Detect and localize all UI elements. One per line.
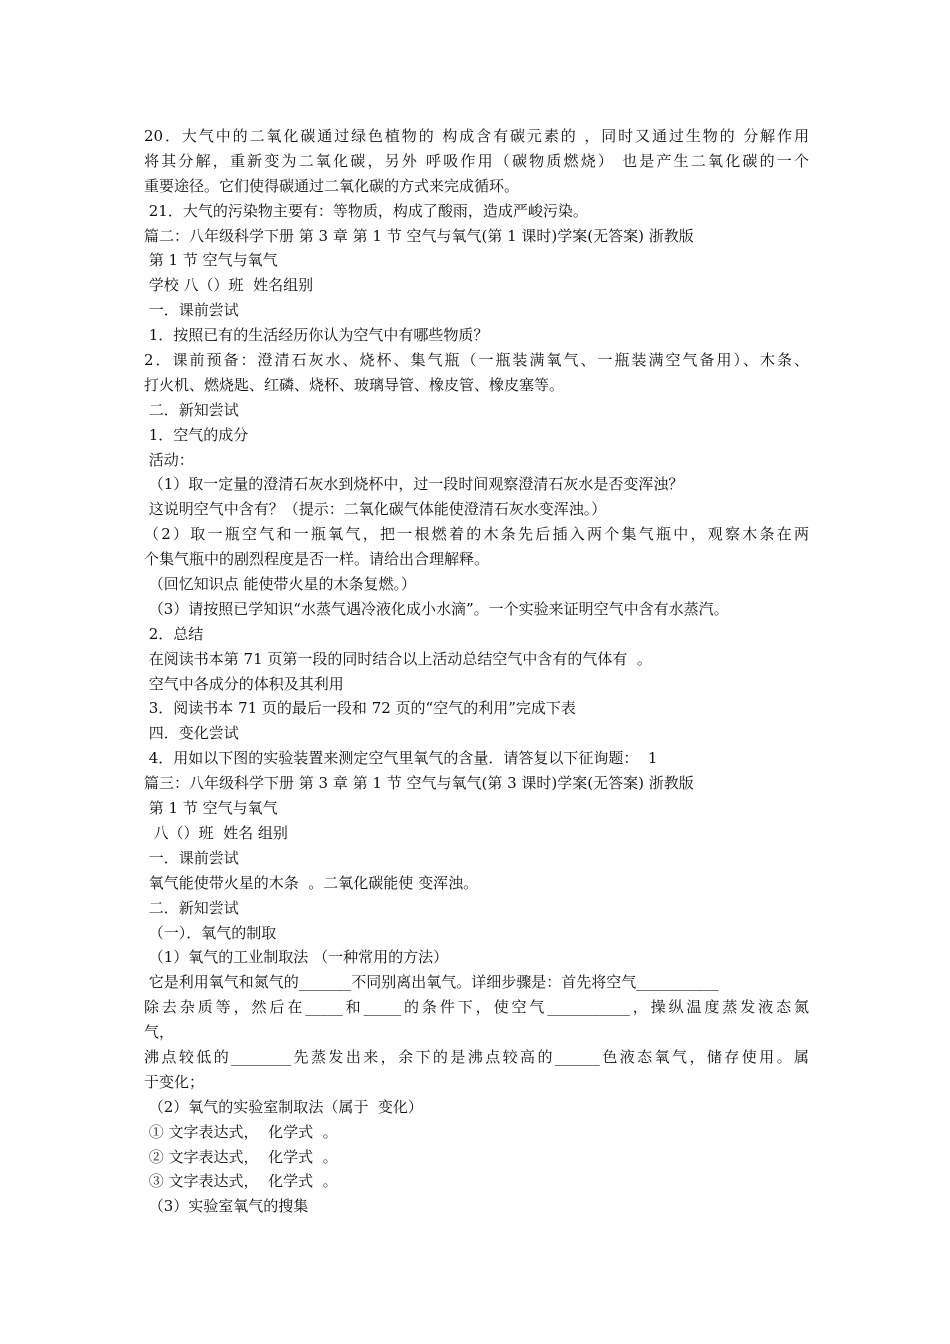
text-line: 气， bbox=[144, 1023, 175, 1042]
text-line: 重要途径。它们使得碳通过二氧化碳的方式来完成循环。 bbox=[144, 176, 520, 195]
text-line: ① 文字表达式， 化学式 。 bbox=[144, 1122, 338, 1141]
text-line: （3）实验室氧气的搜集 bbox=[144, 1197, 309, 1216]
text-line: 第 1 节 空气与氧气 bbox=[144, 799, 278, 818]
text-line: 除去杂质等，然后在_____和_____的条件下，使空气___________，操纵温度蒸发液态氮 bbox=[144, 998, 809, 1017]
text-line: 这说明空气中含有？（提示：二氧化碳气体能使澄清石灰水变浑浊。） bbox=[144, 500, 607, 519]
text-line: 活动： bbox=[144, 450, 194, 469]
text-line: （2）氧气的实验室制取法（属于 变化） bbox=[144, 1097, 423, 1116]
text-line: 2．课前预备：澄清石灰水、烧杯、集气瓶（一瓶装满氧气、一瓶装满空气备用）、木条、 bbox=[144, 351, 809, 370]
text-line: 3．阅读书本 71 页的最后一段和 72 页的“空气的利用”完成下表 bbox=[144, 699, 576, 718]
text-line: 4．用如以下图的实验装置来测定空气里氧气的含量．请答复以下征询题： 1 bbox=[144, 749, 658, 768]
text-line: 沸点较低的________先蒸发出来，余下的是沸点较高的______色液态氧气，储存使用。属 bbox=[144, 1047, 809, 1066]
text-line: 八（）班 姓名 组别 bbox=[144, 823, 288, 842]
text-line: 将其分解，重新变为二氧化碳，另外 呼吸作用（碳物质燃烧） 也是产生二氧化碳的一个 bbox=[144, 151, 809, 170]
text-line: 1．按照已有的生活经历你认为空气中有哪些物质？ bbox=[144, 326, 489, 345]
text-line: 第 1 节 空气与氧气 bbox=[144, 251, 278, 270]
text-line: （一）．氧气的制取 bbox=[144, 923, 277, 942]
text-line: 一．课前尝试 bbox=[144, 301, 239, 320]
text-line: （3）请按照已学知识“水蒸气遇冷液化成小水滴”。一个实验来证明空气中含有水蒸汽。 bbox=[144, 599, 729, 618]
text-line: 它是利用氧气和氮气的_______不同别离出氧气。详细步骤是：首先将空气___________ bbox=[144, 973, 719, 992]
text-line: 氧气能使带火星的木条 。二氧化碳能使 变浑浊。 bbox=[144, 873, 479, 892]
text-line: 21．大气的污染物主要有：等物质，构成了酸雨，造成严峻污染。 bbox=[144, 201, 588, 220]
text-line: （1）取一定量的澄清石灰水到烧杯中，过一段时间观察澄清石灰水是否变浑浊？ bbox=[144, 475, 684, 494]
text-line: 一．课前尝试 bbox=[144, 848, 239, 867]
text-line: 2．总结 bbox=[144, 624, 204, 643]
text-line: 篇三：八年级科学下册 第 3 章 第 1 节 空气与氧气(第 3 课时)学案(无答案) 浙教版 bbox=[144, 774, 694, 793]
text-line: ③ 文字表达式， 化学式 。 bbox=[144, 1172, 338, 1191]
text-line: 1．空气的成分 bbox=[144, 425, 249, 444]
document-body bbox=[144, 124, 809, 1219]
text-line: 四．变化尝试 bbox=[144, 724, 239, 743]
text-line: 个集气瓶中的剧烈程度是否一样。请给出合理解释。 bbox=[144, 550, 490, 569]
text-line: 20．大气中的二氧化碳通过绿色植物的 构成含有碳元素的 ，同时又通过生物的 分解作用 bbox=[144, 127, 809, 145]
text-line: 二．新知尝试 bbox=[144, 898, 239, 917]
text-line: 二．新知尝试 bbox=[144, 400, 239, 419]
text-line: 空气中各成分的体积及其利用 bbox=[144, 674, 344, 693]
text-line: 篇二：八年级科学下册 第 3 章 第 1 节 空气与氧气(第 1 课时)学案(无答案) 浙教版 bbox=[144, 226, 694, 245]
text-line: 于变化； bbox=[144, 1072, 205, 1091]
text-line: （2）取一瓶空气和一瓶氧气，把一根燃着的木条先后插入两个集气瓶中，观察木条在两 bbox=[144, 525, 809, 544]
text-line: （回忆知识点 能使带火星的木条复燃。） bbox=[144, 575, 417, 594]
text-line: ② 文字表达式， 化学式 。 bbox=[144, 1147, 338, 1166]
text-line: 打火机、燃烧匙、红磷、烧杯、玻璃导管、橡皮管、橡皮塞等。 bbox=[144, 375, 565, 394]
text-line: （1）氧气的工业制取法 （一种常用的方法） bbox=[144, 948, 449, 967]
text-line: 学校 八（）班 姓名组别 bbox=[144, 276, 314, 295]
text-line: 在阅读书本第 71 页第一段的同时结合以上活动总结空气中含有的气体有 。 bbox=[144, 649, 652, 668]
